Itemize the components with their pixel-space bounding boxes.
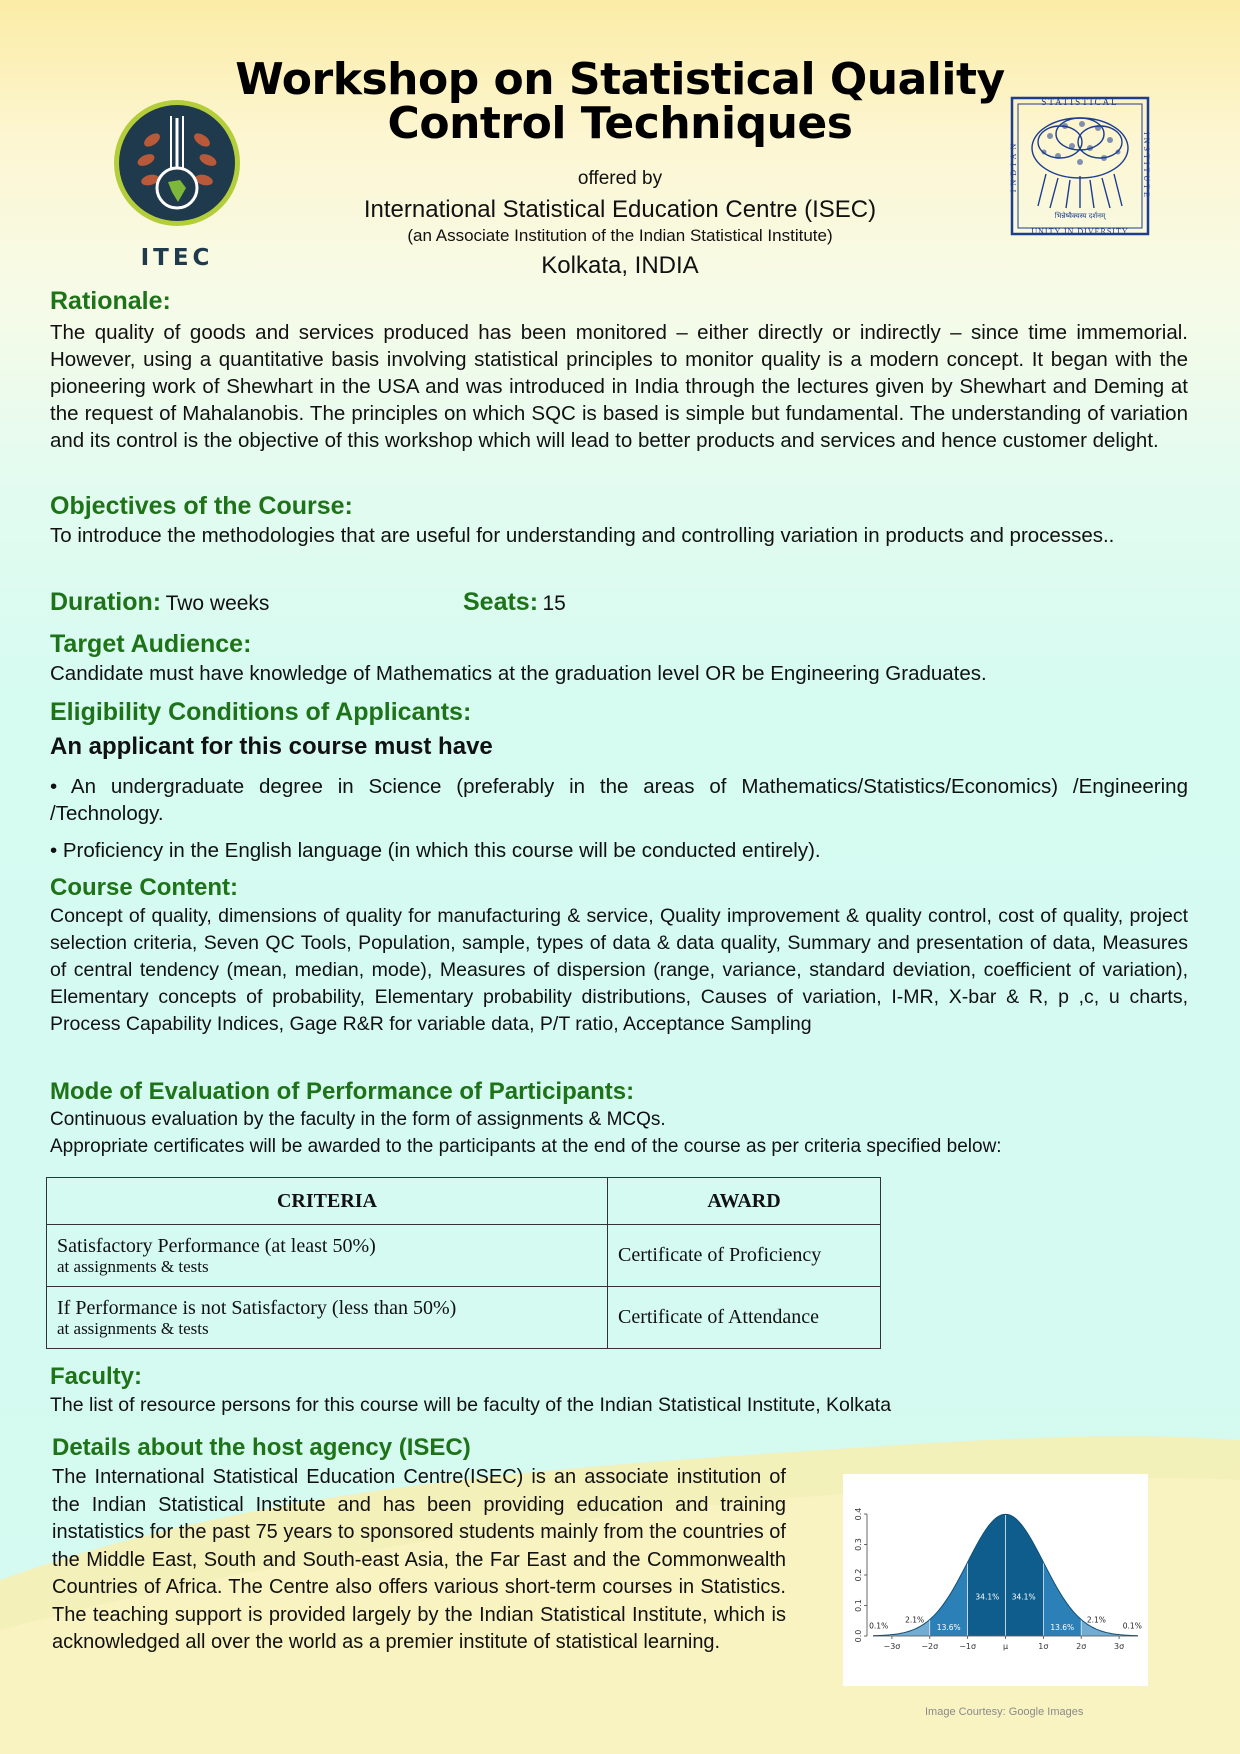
target-heading: Target Audience: xyxy=(50,630,252,658)
svg-text:ITEC: ITEC xyxy=(140,245,214,271)
svg-text:INSTITUTE: INSTITUTE xyxy=(1142,132,1151,200)
centre-name: International Statistical Education Centre (ISEC) xyxy=(363,196,877,223)
table-row xyxy=(47,1225,881,1287)
x-tick-label: −3σ xyxy=(883,1642,901,1651)
criteria-sub: at assignments & tests xyxy=(57,1256,209,1276)
segment-label: 34.1% xyxy=(1011,1592,1036,1602)
evaluation-line-1: Continuous evaluation by the faculty in the form of assignments & MCQs. xyxy=(50,1109,666,1130)
eligibility-heading: Eligibility Conditions of Applicants: xyxy=(50,698,472,726)
seats xyxy=(463,588,566,617)
eligibility-bullet-2: • Proficiency in the English language (in which this course will be conducted entirely). xyxy=(50,839,821,862)
segment-label: 13.6% xyxy=(1050,1622,1075,1632)
segment-label: 2.1% xyxy=(1086,1615,1106,1625)
criteria-main: If Performance is not Satisfactory (less than 50%) xyxy=(57,1296,457,1319)
svg-text:STATISTICAL: STATISTICAL xyxy=(1041,97,1119,107)
segment-label: 0.1% xyxy=(869,1621,889,1631)
table-row xyxy=(47,1287,881,1349)
duration-label: Duration: xyxy=(50,588,162,616)
title-line-2: Control Techniques xyxy=(387,98,853,149)
criteria-table xyxy=(46,1177,881,1349)
title-line-1: Workshop on Statistical Quality xyxy=(235,54,1005,105)
header-criteria: CRITERIA xyxy=(47,1178,608,1225)
table-header-row xyxy=(47,1178,881,1225)
evaluation-line-2: Appropriate certificates will be awarded to the participants at the end of the course as per criteria specified below: xyxy=(50,1136,1002,1157)
curve-segment-3 xyxy=(968,1514,1006,1636)
seats-value: 15 xyxy=(542,592,566,615)
x-tick-label: −2σ xyxy=(921,1642,939,1651)
objectives-text: To introduce the methodologies that are useful for understanding and controlling variation in products and processes.. xyxy=(50,524,1115,547)
y-tick-label: 0.4 xyxy=(854,1507,863,1521)
segment-label: 0.1% xyxy=(1122,1621,1142,1631)
x-tick-label: −1σ xyxy=(959,1642,977,1651)
x-tick-label: 3σ xyxy=(1113,1642,1125,1651)
association-note: (an Associate Institution of the Indian Statistical Institute) xyxy=(407,226,833,245)
rationale-text: The quality of goods and services produced has been monitored – either directly or indirectly – since time immemorial. However, using a quantitative basis involving statistical principles to monitor quality is a modern concept. It began with the pioneering work of Shewhart in the USA and was introduced in India through the lectures given by Shewhart and Deming at the request of Mahalanobis. The principles on which SQC is based is simple but fundamental. The understanding of variation and its control is the objective of this workshop which will lead to better products and services and hence customer delight. xyxy=(50,321,1188,452)
eligibility-subheading: An applicant for this course must have xyxy=(50,733,493,760)
page-title xyxy=(180,54,1060,149)
seats-label: Seats: xyxy=(463,588,539,616)
rationale-heading: Rationale: xyxy=(50,287,171,315)
evaluation-heading: Mode of Evaluation of Performance of Participants: xyxy=(50,1078,635,1105)
criteria-table-wrap xyxy=(46,1177,881,1349)
host-text: The International Statistical Education Centre(ISEC) is an associate institution of the Indian Statistical Institute and has been providing education and training instatistics for the past 75 years to sponsored students mainly from the countries of the Middle East, South and South-east Asia, the Far East and the Commonwealth Countries of Africa. The Centre also offers various short-term courses in Statistics. The teaching support is provided largely by the Indian Statistical Institute, which is acknowledged all over the world as a premier institute of statistical learning. xyxy=(52,1466,786,1653)
target-text: Candidate must have knowledge of Mathematics at the graduation level OR be Engineering Graduates. xyxy=(50,662,987,685)
chart-svg xyxy=(843,1474,1148,1686)
segment-label: 13.6% xyxy=(936,1622,961,1632)
header-award: AWARD xyxy=(608,1178,881,1225)
award-cell: Certificate of Attendance xyxy=(608,1287,881,1349)
offered-by: offered by xyxy=(577,168,663,189)
segment-label: 2.1% xyxy=(905,1615,925,1625)
x-tick-label: μ xyxy=(1002,1642,1009,1651)
svg-text:INDIAN: INDIAN xyxy=(1009,139,1018,193)
image-courtesy: Image Courtesy: Google Images xyxy=(925,1706,1084,1718)
content-heading: Course Content: xyxy=(50,874,238,901)
curve-segment-4 xyxy=(1006,1514,1044,1636)
criteria-sub: at assignments & tests xyxy=(57,1318,209,1338)
x-tick-label: 1σ xyxy=(1038,1642,1049,1651)
svg-text:UNITY IN DIVERSITY: UNITY IN DIVERSITY xyxy=(1031,227,1129,236)
y-tick-label: 0.0 xyxy=(854,1629,863,1643)
content-text: Concept of quality, dimensions of quality for manufacturing & service, Quality improvement & quality control, cost of quality, project selection criteria, Seven QC Tools, Population, sample, types of data & data quality, Summary and presentation of data, Measures of central tendency (mean, median, mode), Measures of dispersion (range, variance, standard deviation, coefficient of variation), Elementary concepts of probability, Elementary probability distributions, Causes of variation, I-MR, X-bar & R, p ,c, u charts, Process Capability Indices, Gage R&R for variable data, P/T ratio, Acceptance Sampling xyxy=(50,905,1188,1035)
duration xyxy=(50,588,269,617)
eligibility-bullet-1: • An undergraduate degree in Science (preferably in the areas of Mathematics/Statistics/Economics) /Engineering /Technology. xyxy=(50,775,1188,825)
objectives-heading: Objectives of the Course: xyxy=(50,492,353,520)
criteria-cell xyxy=(47,1225,608,1287)
duration-value: Two weeks xyxy=(165,592,270,615)
host-heading: Details about the host agency (ISEC) xyxy=(52,1434,471,1461)
svg-text:भिन्नेष्वैक्यस्य दर्शनम्: भिन्नेष्वैक्यस्य दर्शनम् xyxy=(1054,212,1106,220)
criteria-cell xyxy=(47,1287,608,1349)
award-cell: Certificate of Proficiency xyxy=(608,1225,881,1287)
city: Kolkata, INDIA xyxy=(541,252,699,279)
y-tick-label: 0.2 xyxy=(854,1568,863,1582)
normal-distribution-chart xyxy=(843,1474,1148,1686)
segment-label: 34.1% xyxy=(975,1592,1000,1602)
faculty-text: The list of resource persons for this course will be faculty of the Indian Statistical Institute, Kolkata xyxy=(50,1394,892,1416)
y-tick-label: 0.3 xyxy=(854,1538,863,1551)
criteria-main: Satisfactory Performance (at least 50%) xyxy=(57,1234,376,1257)
x-tick-label: 2σ xyxy=(1076,1642,1087,1651)
y-tick-label: 0.1 xyxy=(854,1599,863,1612)
faculty-heading: Faculty: xyxy=(50,1363,143,1390)
